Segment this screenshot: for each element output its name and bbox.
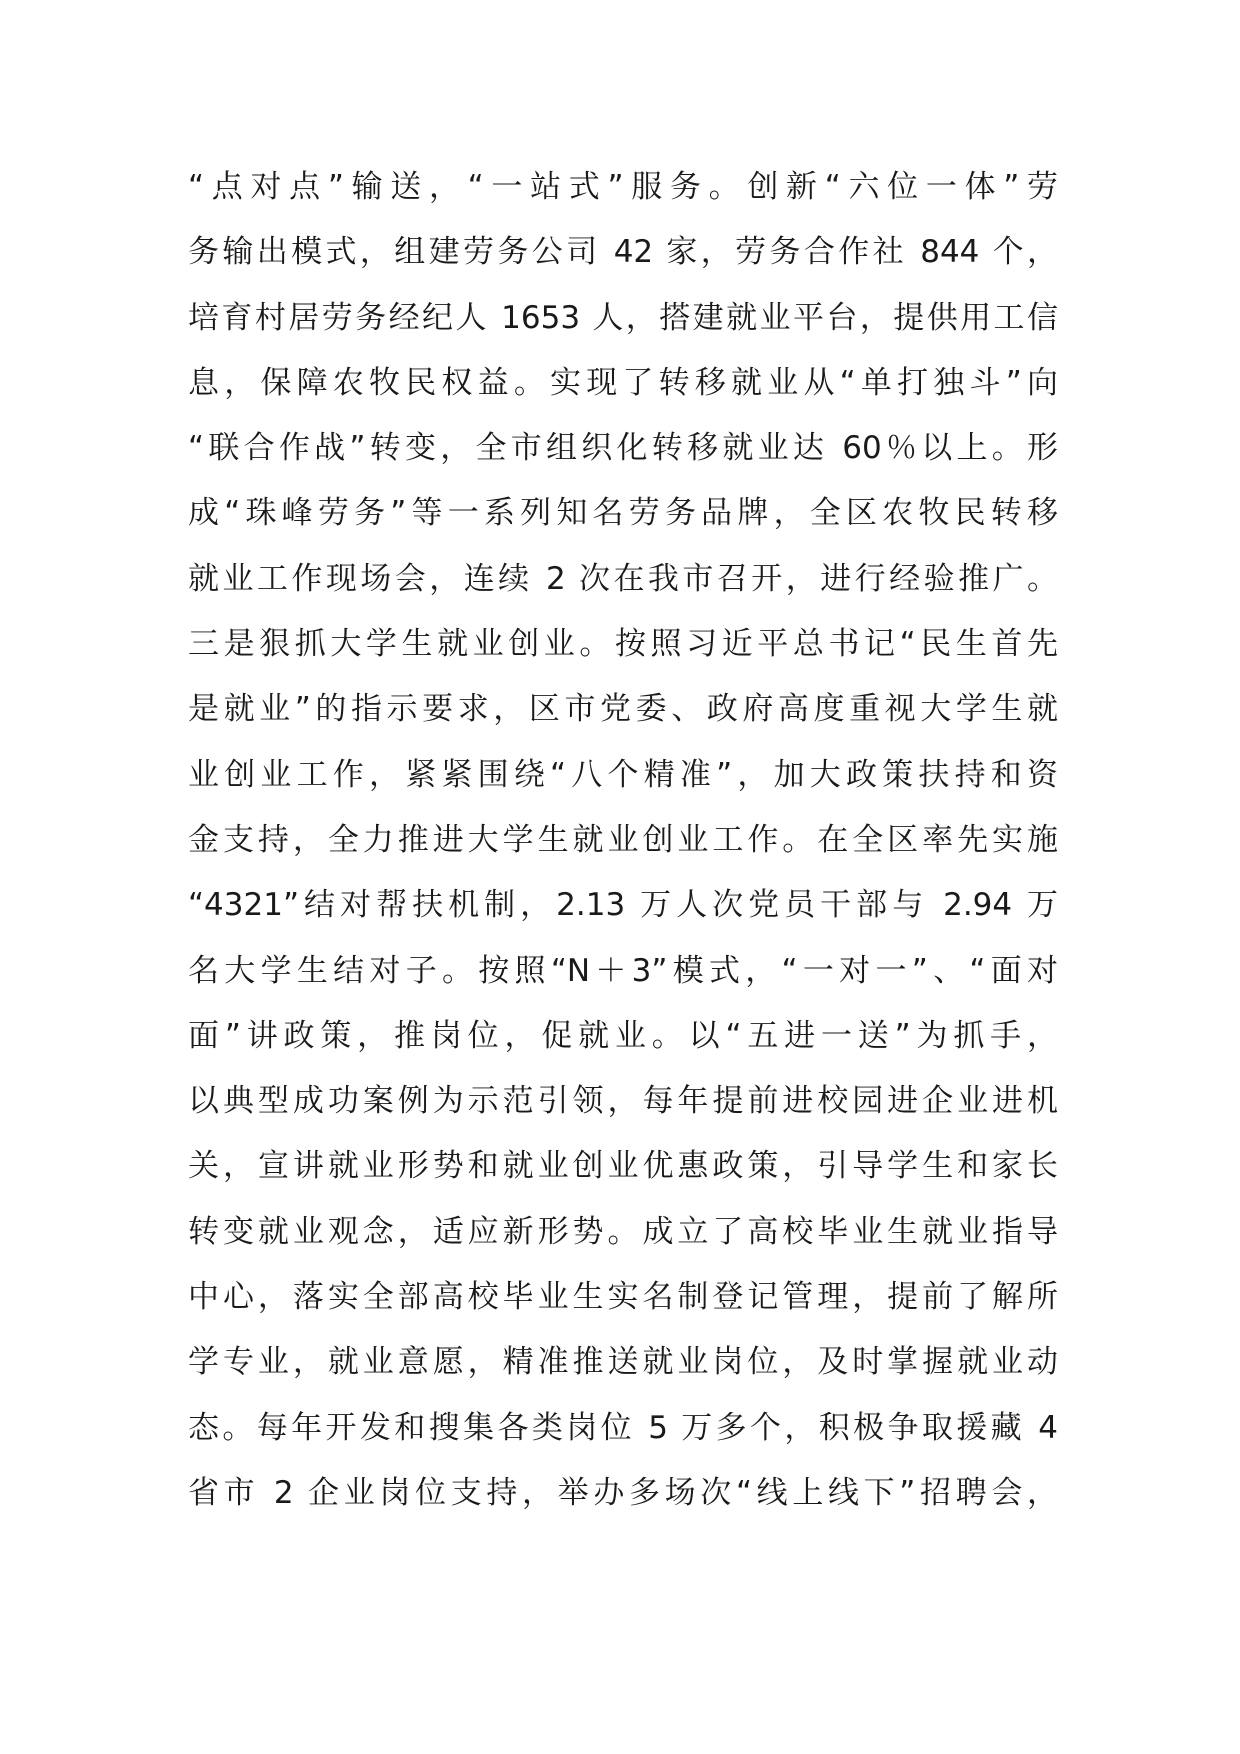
text-line: 转变就业观念，适应新形势。成立了高校毕业生就业指导 [188,1213,1058,1250]
text-line: 面”讲政策，推岗位，促就业。以“五进一送”为抓手， [188,1017,1058,1054]
text-line: 关，宣讲就业形势和就业创业优惠政策，引导学生和家长 [188,1148,1058,1185]
text-line: 中心，落实全部高校毕业生实名制登记管理，提前了解所 [188,1279,1058,1316]
text-line: 务输出模式，组建劳务公司 42 家，劳务合作社 844 个， [188,234,1058,271]
text-line: 名大学生结对子。按照“N＋3”模式，“一对一”、“面对 [188,952,1058,989]
text-line: 态。每年开发和搜集各类岗位 5 万多个，积极争取援藏 4 [188,1409,1058,1446]
text-line: 息，保障农牧民权益。实现了转移就业从“单打独斗”向 [188,364,1058,401]
text-line: “联合作战”转变，全市组织化转移就业达 60％以上。形 [188,430,1058,467]
body-text [188,155,1058,1526]
text-line: 三是狠抓大学生就业创业。按照习近平总书记“民生首先 [188,626,1058,663]
text-line: 业创业工作，紧紧围绕“八个精准”，加大政策扶持和资 [188,756,1058,793]
text-line: “4321”结对帮扶机制，2.13 万人次党员干部与 2.94 万 [188,887,1058,924]
text-line: “点对点”输送，“一站式”服务。创新“六位一体”劳 [188,169,1058,205]
text-line: 成“珠峰劳务”等一系列知名劳务品牌，全区农牧民转移 [188,495,1058,532]
text-line: 是就业”的指示要求，区市党委、政府高度重视大学生就 [188,691,1058,728]
text-line: 以典型成功案例为示范引领，每年提前进校园进企业进机 [188,1083,1058,1120]
text-line: 培育村居劳务经纪人 1653 人，搭建就业平台，提供用工信 [188,299,1058,336]
text-line: 金支持，全力推进大学生就业创业工作。在全区率先实施 [188,821,1058,858]
text-line: 学专业，就业意愿，精准推送就业岗位，及时掌握就业动 [188,1344,1058,1381]
text-line: 就业工作现场会，连续 2 次在我市召开，进行经验推广。 [188,560,1058,597]
text-line: 省市 2 企业岗位支持，举办多场次“线上线下”招聘会， [188,1474,1058,1511]
